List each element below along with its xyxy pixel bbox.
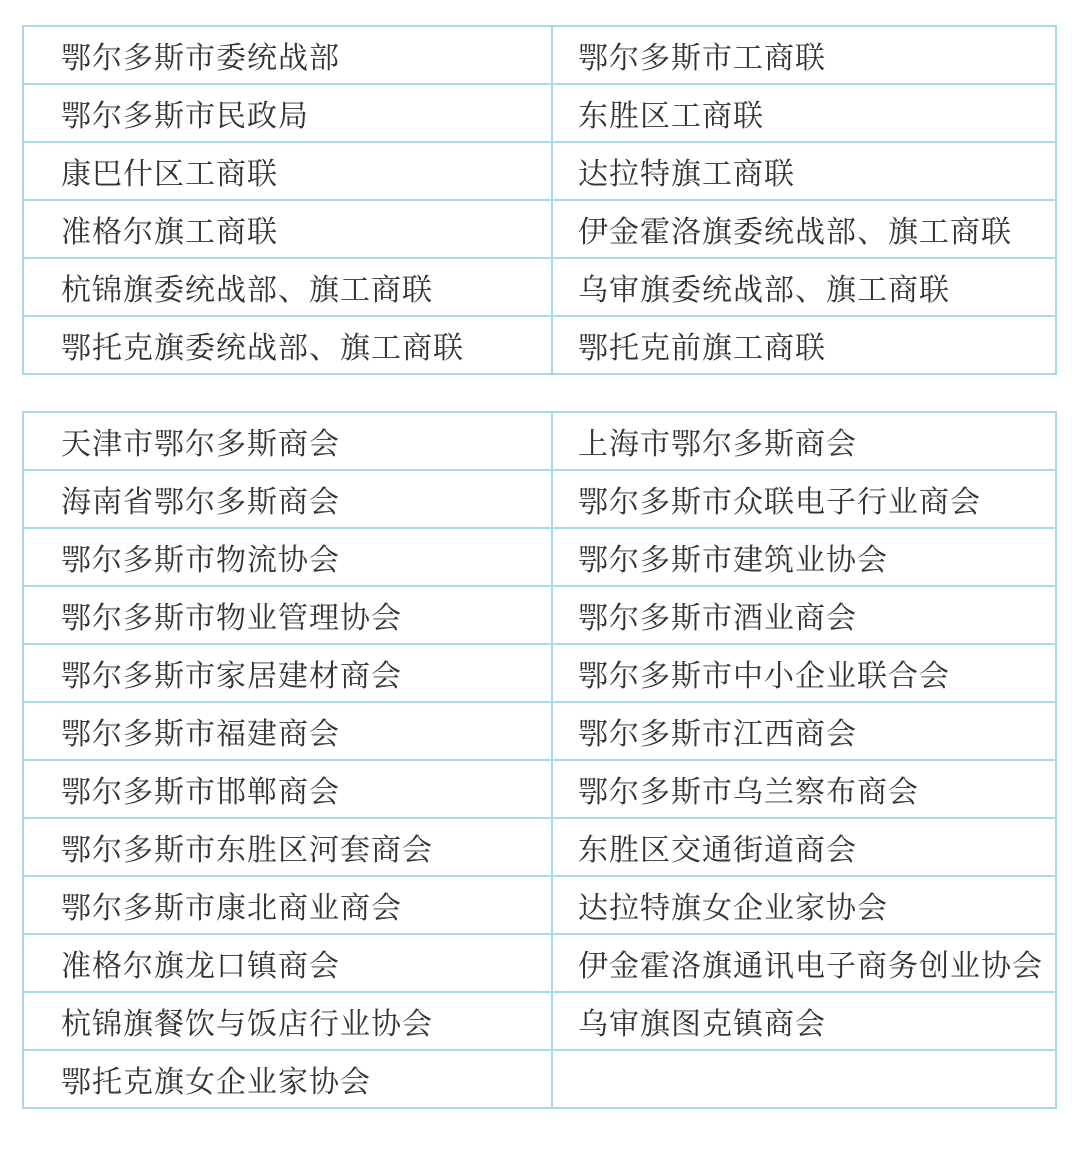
table-cell: 鄂尔多斯市酒业商会 [552, 586, 1056, 644]
table-cell: 鄂尔多斯市委统战部 [23, 26, 552, 84]
table-row [23, 992, 1056, 1050]
table-cell: 准格尔旗工商联 [23, 200, 552, 258]
table-cell: 乌审旗图克镇商会 [552, 992, 1056, 1050]
table-cell: 鄂尔多斯市中小企业联合会 [552, 644, 1056, 702]
table-row [23, 644, 1056, 702]
table-cell: 鄂托克旗委统战部、旗工商联 [23, 316, 552, 374]
table-row [23, 586, 1056, 644]
table-cell: 鄂尔多斯市江西商会 [552, 702, 1056, 760]
table-row [23, 258, 1056, 316]
table-cell: 上海市鄂尔多斯商会 [552, 412, 1056, 470]
table-row [23, 818, 1056, 876]
table-row [23, 934, 1056, 992]
table-cell: 鄂尔多斯市康北商业商会 [23, 876, 552, 934]
table-cell: 鄂尔多斯市民政局 [23, 84, 552, 142]
government-units-table [22, 25, 1057, 375]
table-row [23, 200, 1056, 258]
table-row [23, 1050, 1056, 1108]
table-cell: 鄂尔多斯市建筑业协会 [552, 528, 1056, 586]
table-cell: 鄂尔多斯市家居建材商会 [23, 644, 552, 702]
table-row [23, 412, 1056, 470]
table-row [23, 84, 1056, 142]
table-row [23, 760, 1056, 818]
table-cell: 达拉特旗女企业家协会 [552, 876, 1056, 934]
table-cell: 鄂尔多斯市东胜区河套商会 [23, 818, 552, 876]
table-cell: 鄂托克前旗工商联 [552, 316, 1056, 374]
table-cell: 乌审旗委统战部、旗工商联 [552, 258, 1056, 316]
table-cell: 鄂尔多斯市乌兰察布商会 [552, 760, 1056, 818]
table-cell: 鄂尔多斯市物业管理协会 [23, 586, 552, 644]
table-cell: 达拉特旗工商联 [552, 142, 1056, 200]
table-cell: 鄂尔多斯市邯郸商会 [23, 760, 552, 818]
table-row [23, 142, 1056, 200]
table-cell: 东胜区工商联 [552, 84, 1056, 142]
table-row [23, 26, 1056, 84]
table-cell: 伊金霍洛旗通讯电子商务创业协会 [552, 934, 1056, 992]
table-cell: 伊金霍洛旗委统战部、旗工商联 [552, 200, 1056, 258]
table-cell: 杭锦旗委统战部、旗工商联 [23, 258, 552, 316]
associations-table [22, 411, 1057, 1109]
table-cell: 天津市鄂尔多斯商会 [23, 412, 552, 470]
table-cell: 鄂尔多斯市众联电子行业商会 [552, 470, 1056, 528]
table-row [23, 876, 1056, 934]
table-cell: 鄂尔多斯市物流协会 [23, 528, 552, 586]
table-cell: 鄂尔多斯市工商联 [552, 26, 1056, 84]
table-cell [552, 1050, 1056, 1108]
table-cell: 鄂尔多斯市福建商会 [23, 702, 552, 760]
table-cell: 鄂托克旗女企业家协会 [23, 1050, 552, 1108]
table-cell: 康巴什区工商联 [23, 142, 552, 200]
table-cell: 准格尔旗龙口镇商会 [23, 934, 552, 992]
table-row [23, 702, 1056, 760]
table-cell: 海南省鄂尔多斯商会 [23, 470, 552, 528]
table-row [23, 470, 1056, 528]
table-cell: 杭锦旗餐饮与饭店行业协会 [23, 992, 552, 1050]
table-row [23, 316, 1056, 374]
table-cell: 东胜区交通街道商会 [552, 818, 1056, 876]
table-row [23, 528, 1056, 586]
